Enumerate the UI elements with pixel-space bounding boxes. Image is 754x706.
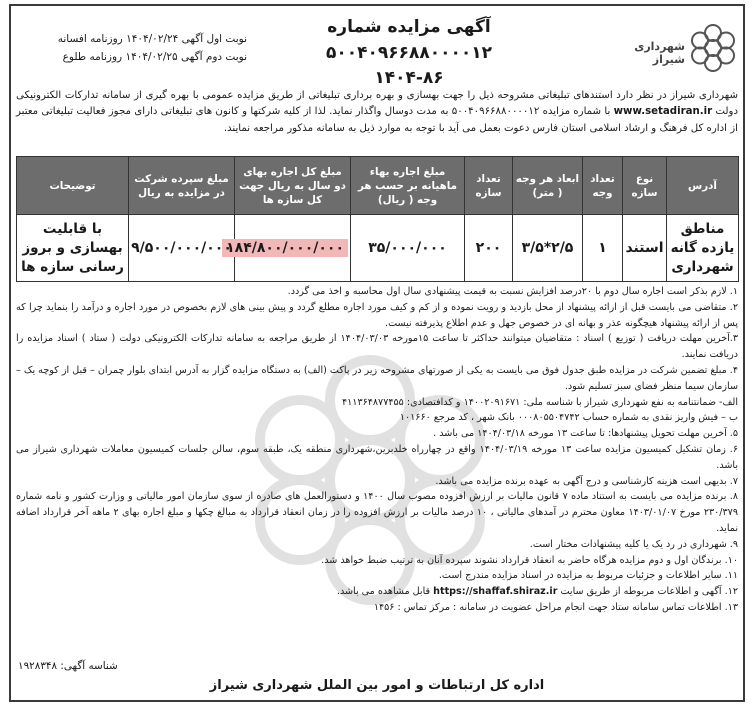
col-structure-count: تعداد سازه (465, 157, 513, 215)
term-item: ۴. مبلغ تضمین شرکت در مزایده طبق جدول فوق می بایست به یکی از صورتهای مشروحه زیر در پاکت (الف) به دستگاه مزایده گزار به آدرس ابتدای بلوار چمران – قبل از کوچه یک – سازمان سیما منظر فضای سبز تسلیم شود. (16, 364, 738, 392)
intro-text-1: شهرداری شیراز در نظر دارد استندهای تبلیغاتی مشروحه ذیل را جهت بهسازی و بهره برداری تبلیغاتی از طریق مزایده عمومی با بهره گیری از سامانه تدارکات الکترونیکی دولت (16, 90, 738, 118)
term-item: ۷. بدیهی است هزینه کارشناسی و درج آگهی به عهده برنده مزایده می باشد. (435, 475, 738, 487)
term-13: ۱۳. اطلاعات تماس سامانه ستاد جهت انجام مراحل عضویت در سامانه : مرکز تماس : ۱۴۵۶ (373, 601, 738, 613)
ad-id: شناسه آگهی: ۱۹۲۸۳۴۸ (18, 660, 118, 672)
cell-monthly-rent: ۳۵/۰۰۰/۰۰۰ (351, 215, 465, 282)
cell-type: استند (623, 215, 667, 282)
cell-notes: با قابلیت بهسازی و بروز رسانی سازه ها (17, 215, 129, 282)
title-code: ۱۴۰۴-۸۶ (374, 68, 444, 88)
cell-face-count: ۱ (583, 215, 623, 282)
auction-table (16, 156, 739, 282)
shiraz-municipality-logo (609, 10, 739, 84)
term-item: ب – فیش واریز نقدی به شماره حساب ۰۰۰۸۰۵۵۰۴۷۴۲ بانک شهر ، کد مرجع ۱۰۱۶۶۰ (399, 412, 738, 424)
col-notes: توضیحات (17, 157, 129, 215)
intro-paragraph (16, 88, 738, 137)
term-item: ۱۱. سایر اطلاعات و جزئیات مربوط به مزایده در اسناد مزایده مندرج است. (438, 570, 738, 582)
cell-dimensions: ۳/۵*۲/۵ (513, 215, 583, 282)
publication-dates (17, 30, 247, 66)
term-12 (16, 584, 738, 600)
intro-text-2: با شماره مزایده ۵۰۰۴۰۹۶۶۸۸۰۰۰۰۱۲ به مدت دوسال واگذار نماید. لذا از کلیه شرکتها و کانون های تبلیغاتی دارای مجوز فعالیت تبلیغاتی معتبر از اداره کل فرهنگ و ارشاد اسلامی استان فارس دعوت بعمل می آید با توجه به موارد ذیل به سامانه مذکور مراجعه نمایند. (16, 106, 738, 134)
term-item: ۲. متقاضی می بایست قبل از ارائه پیشنهاد از محل بازدید و رویت نموده و از کم و کیف مورد اجاره مطلع گردد و پیش بینی های لازم بخصوص در مورد اجاره و درآمد را بنماید چرا که پس از ارائه پیشنهاد هیچگونه عذر و بهانه ای در خصوص جهل و عدم اطلاع پذیرفته نیست. (16, 301, 738, 329)
term-item: ۹. شهرداری در رد یک یا کلیه پیشنهادات مختار است. (529, 538, 738, 550)
cell-deposit: ۹/۵۰۰/۰۰۰/۰۰۰ (129, 215, 235, 282)
shaffaf-link[interactable]: https://shaffaf.shiraz.ir (433, 586, 558, 598)
col-face-count: تعداد وجه (583, 157, 623, 215)
term-item: ۵. آخرین مهلت تحویل پیشنهادها: تا ساعت ۱۳ مورخه ۱۴۰۴/۰۳/۱۸ می باشد . (433, 428, 738, 440)
second-publication: نوبت دوم آگهی ۱۴۰۴/۰۲/۲۵ روزنامه طلوع (62, 51, 247, 63)
col-monthly-rent: مبلغ اجاره بهاء ماهیانه بر حسب هر وجه ( ریال) (351, 157, 465, 215)
ad-title (259, 14, 559, 90)
terms-list (16, 284, 738, 616)
col-dimensions: ابعاد هر وجه ( متر) (513, 157, 583, 215)
term-item: ۶. زمان تشکیل کمیسیون مزایده ساعت ۱۳ مورخه ۱۴۰۴/۰۳/۱۹ واقع در چهارراه خلدبرین،شهرداری منطقه یک، طبقه سوم، سالن جلسات کمیسیون معاملات شهرداری شیراز می باشد. (16, 443, 738, 471)
term-item: ۳.آخرین مهلت دریافت ( توزیع ) اسناد : متقاضیان میتوانند حداکثر تا ساعت ۱۵مورخه ۱۴۰۴/۰۳/۰۳ از طریق مراجعه به سامانه تدارکات الکترونیکی دولت ( ستاد ) اسناد مزایده را دریافت نمایند. (16, 333, 738, 361)
term-item: ۸. برنده مزایده می بایست به استناد ماده ۷ قانون مالیات بر ارزش افزوده مصوب سال ۱۴۰۰ و دستورالعمل های صادره از سوی سازمان امور مالیاتی و وزارت کشور و نامه شماره ۲۳۰/۳۷۹ مورخ ۱۴۰۳/۰۱/۰۷ معاون محترم در آمدهای مالیاتی ، ۱۰ درصد مالیات بر ارزش افزوده را در زمان انعقاد قرارداد به مبالغ چکها و مبلغ اجاره بهای ۲ ماهه آخر قرارداد اضافه نماید. (16, 491, 738, 534)
table-row (17, 215, 739, 282)
cell-total-rent-wrap (226, 215, 351, 282)
col-address: آدرس (667, 157, 739, 215)
col-deposit: مبلغ سپرده شرکت در مزایده به ریال (129, 157, 235, 215)
term-12-text-2: قابل مشاهده می باشد. (336, 586, 431, 598)
term-item: الف- ضمانتنامه به نفع شهرداری شیراز با شناسه ملی: ۱۴۰۰۲۰۹۱۶۷۱ و کدافتصادی: ۴۱۱۳۶۴۸۷۷۴۵۵ (341, 396, 738, 408)
first-publication: نوبت اول آگهی ۱۴۰۴/۰۲/۲۴ روزنامه افسانه (57, 33, 247, 45)
logo-text: شهرداری شیراز (634, 40, 685, 66)
ad-header (11, 6, 743, 88)
cell-address: مناطق یازده گانه شهرداری (667, 215, 739, 282)
title-auction-number: آگهی مزایده شماره ۵۰۰۴۰۹۶۶۸۸۰۰۰۰۱۲ (325, 17, 492, 63)
cell-structure-count: ۲۰۰ (465, 215, 513, 282)
table-header-row (17, 157, 739, 215)
term-12-text-1: ۱۲. آگهی و اطلاعات مربوطه از طریق سایت (560, 586, 738, 598)
col-type: نوع سازه (623, 157, 667, 215)
term-item: ۱۰. برندگان اول و دوم مزایده هرگاه حاضر به انعقاد قرارداد نشوند سپرده آنان به ترتیب ضبط خواهد شد. (321, 554, 738, 566)
term-item: ۱. لازم بذکر است اجاره سال دوم با ۲۰درصد افزایش نسبت به قیمت پیشنهادی سال اول محاسبه و اخذ می گردد. (287, 286, 738, 297)
setadiran-link[interactable]: www.setadiran.ir (613, 106, 713, 118)
col-total-rent: مبلغ کل اجاره بهای دو سال به ریال جهت کل سازه ها (235, 157, 351, 215)
issuer-name: اداره کل ارتباطات و امور بین الملل شهرداری شیراز (209, 678, 545, 693)
cell-total-rent: ۱۸۴/۸۰۰/۰۰۰/۰۰۰ (222, 239, 348, 257)
